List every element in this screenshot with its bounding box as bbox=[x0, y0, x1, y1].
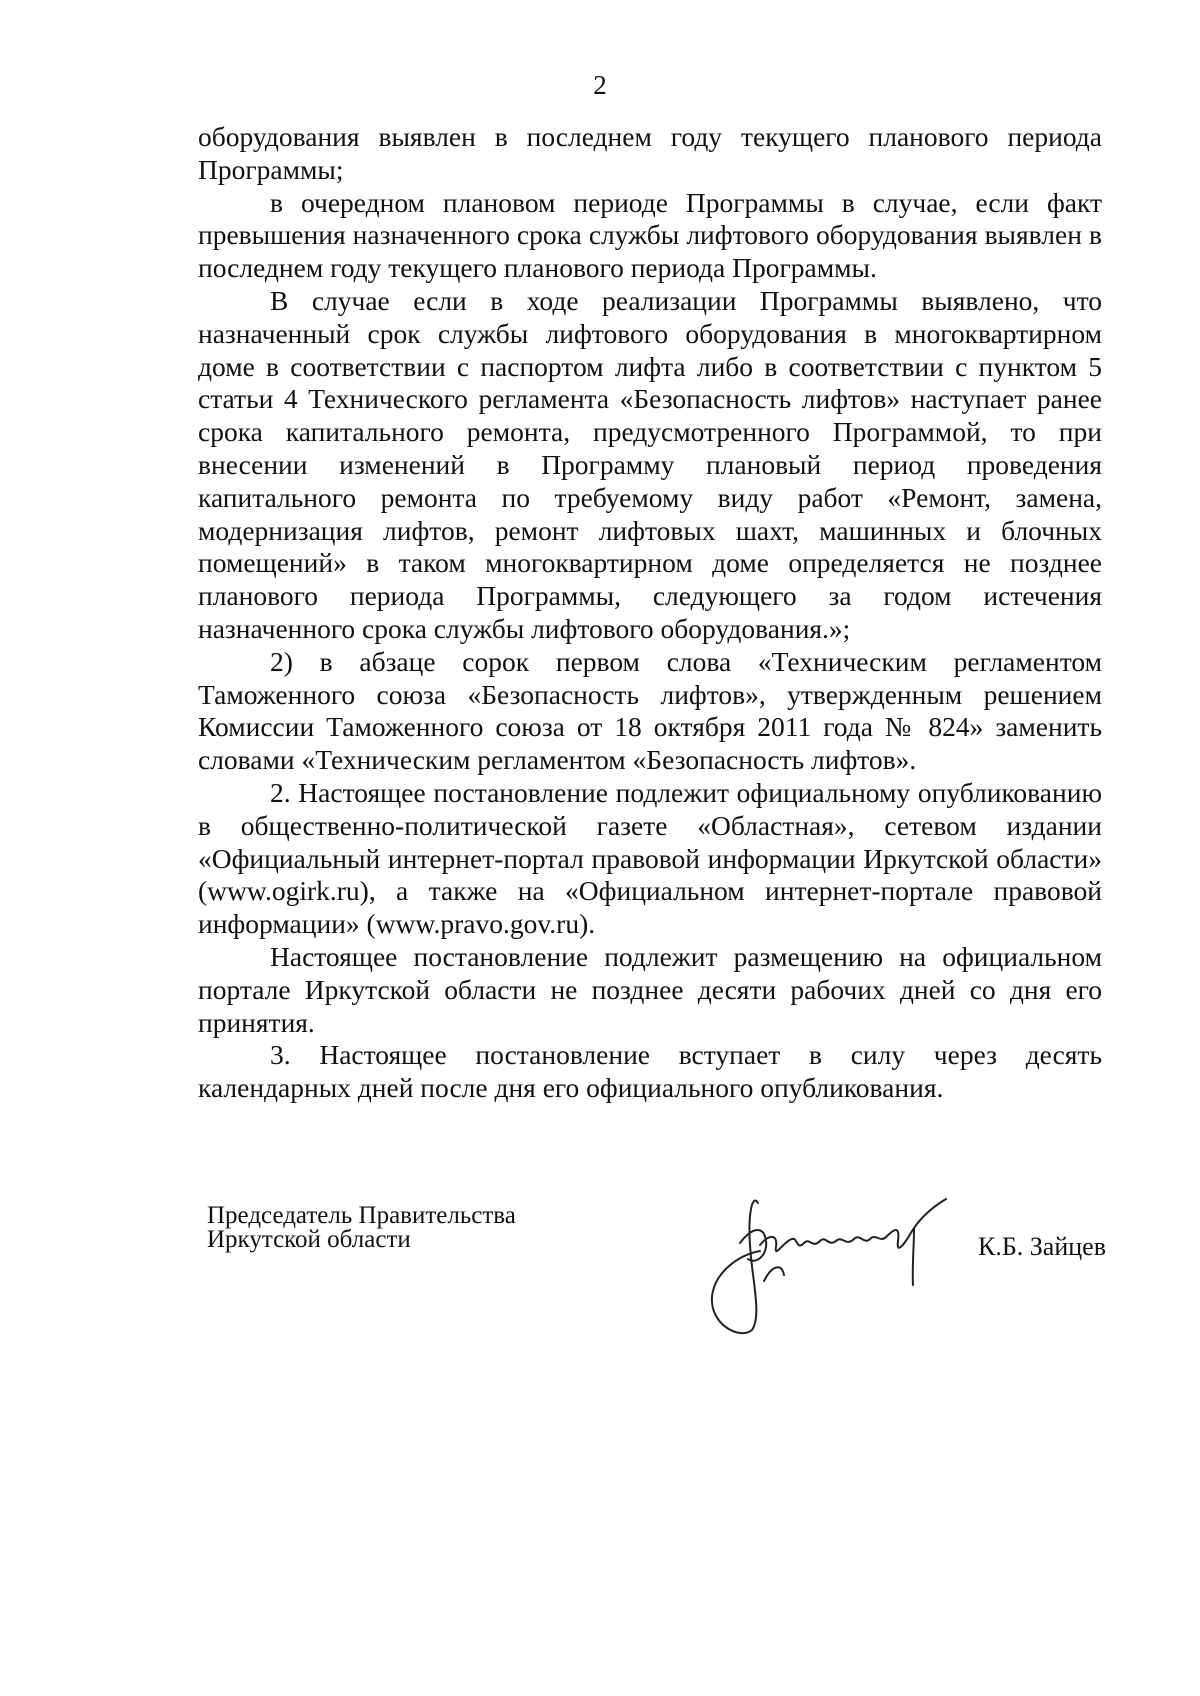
paragraph-continuation: оборудования выявлен в последнем году текущего планового периода Программы; bbox=[198, 121, 1102, 185]
signatory-position-line-1: Председатель Правительства bbox=[207, 1202, 516, 1229]
paragraph-publication: 2. Настоящее постановление подлежит официальному опубликованию в общественно-политической газете «Областная», сетевом издании «Официальный интернет-портал правовой информации Иркутской области» (www.ogirk.ru), а также на «Официальном интернет-портале правовой информации» (www.pravo.gov.ru). bbox=[198, 776, 1102, 940]
page-number: 2 bbox=[593, 70, 607, 100]
paragraph-item-2-amendment: 2) в абзаце сорок первом слова «Техническим регламентом Таможенного союза «Безопасность лифтов», утвержденным решением Комиссии Таможенного союза от 18 октября 2011 года № 824» заменить словами «Техническим регламентом «Безопасность лифтов». bbox=[198, 645, 1102, 776]
signatory-position-line-2: Иркутской области bbox=[207, 1226, 411, 1253]
paragraph-portal-placement: Настоящее постановление подлежит размещению на официальном портале Иркутской области не позднее десяти рабочих дней со дня его принятия. bbox=[198, 940, 1102, 1038]
document-body bbox=[198, 121, 1102, 1105]
paragraph-effective-date: 3. Настоящее постановление вступает в силу через десять календарных дней после дня его официального опубликования. bbox=[198, 1039, 1102, 1104]
paragraph-next-period: в очередном плановом периоде Программы в случае, если факт превышения назначенного срока службы лифтового оборудования выявлен в последнем году текущего планового периода Программы. bbox=[198, 186, 1102, 284]
signatory-name: К.Б. Зайцев bbox=[978, 1232, 1106, 1261]
signatory-position bbox=[207, 1204, 516, 1252]
handwritten-signature bbox=[700, 1185, 980, 1345]
paragraph-service-life: В случае если в ходе реализации Программы выявлено, что назначенный срок службы лифтового оборудования в многоквартирном доме в соответствии с паспортом лифта либо в соответствии с пунктом 5 статьи 4 Технического регламента «Безопасность лифтов» наступает ранее срока капитального ремонта, предусмотренного Программой, то при внесении изменений в Программу плановый период проведения капитального ремонта по требуемому виду работ «Ремонт, замена, модернизация лифтов, ремонт лифтовых шахт, машинных и блочных помещений» в таком многоквартирном доме определяется не позднее планового периода Программы, следующего за годом истечения назначенного срока службы лифтового оборудования.»; bbox=[198, 284, 1102, 644]
